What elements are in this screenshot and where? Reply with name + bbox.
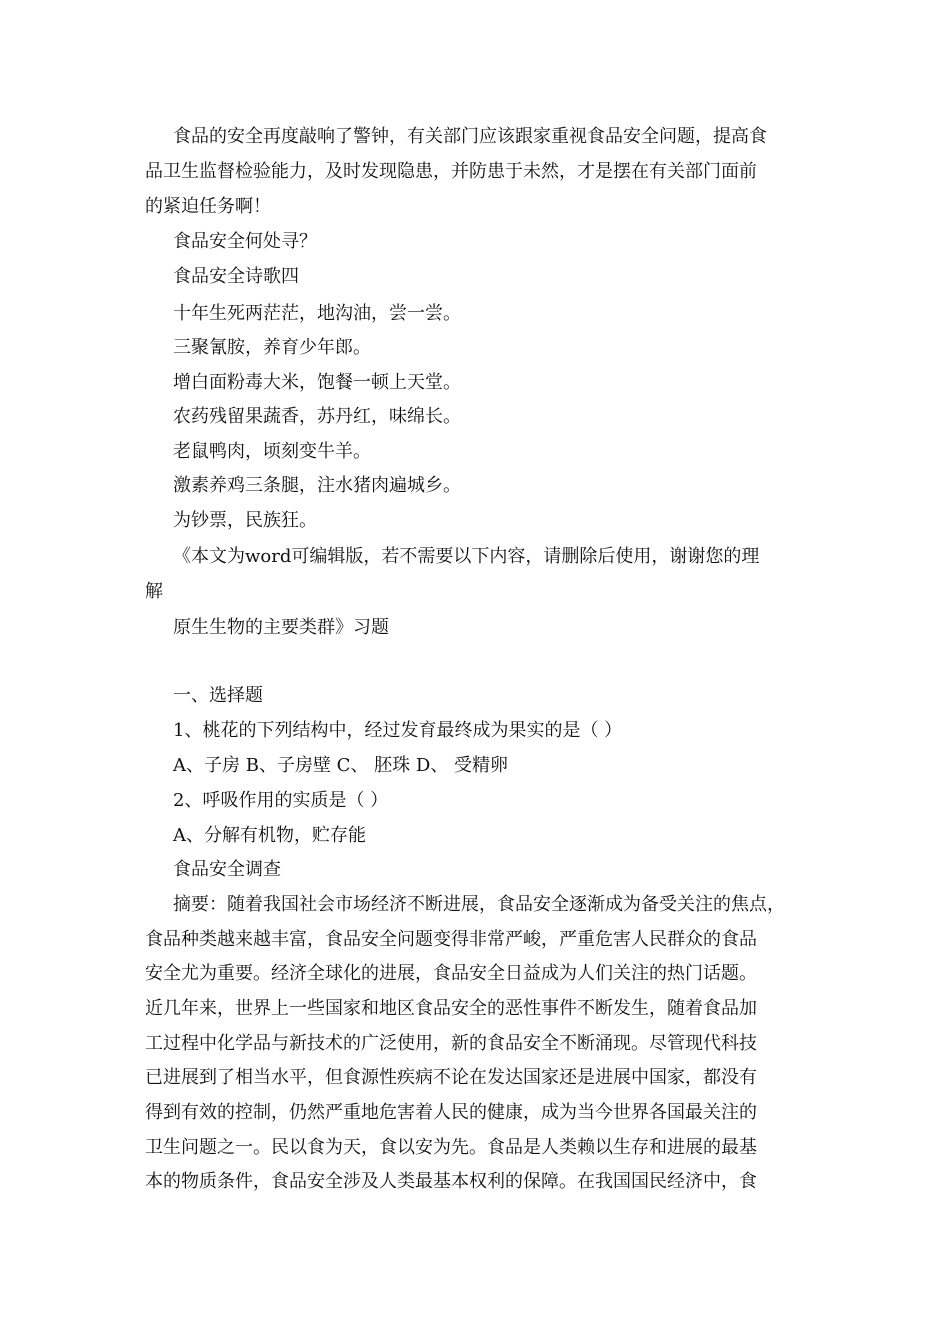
text-line: 工过程中化学品与新技术的广泛使用，新的食品安全不断涌现。尽管现代科技 — [145, 1033, 757, 1054]
text-line: 农药残留果蔬香，苏丹红，味绵长。 — [173, 406, 461, 427]
text-line: 十年生死两茫茫，地沟油，尝一尝。 — [173, 303, 461, 324]
question-text: 2、呼吸作用的实质是（ ） — [173, 790, 389, 811]
text-line: 食品安全诗歌四 — [173, 266, 299, 287]
text-line: 食品安全何处寻？ — [173, 231, 317, 252]
text-line: 食品种类越来越丰富，食品安全问题变得非常严峻，严重危害人民群众的食品 — [145, 929, 757, 950]
text-line: 的紧迫任务啊！ — [145, 196, 271, 217]
question-options: A、分解有机物，贮存能 — [173, 825, 366, 846]
section-heading: 食品安全调查 — [173, 859, 281, 880]
text-line: 已进展到了相当水平，但食源性疾病不论在发达国家还是进展中国家，都没有 — [145, 1067, 757, 1088]
question-options: A、子房 B、子房壁 C、 胚珠 D、 受精卵 — [173, 755, 509, 776]
text-line: 老鼠鸭肉，顷刻变牛羊。 — [173, 441, 371, 462]
text-line: 本的物质条件，食品安全涉及人类最基本权利的保障。在我国国民经济中，食 — [145, 1171, 757, 1192]
text-line: 解 — [145, 581, 163, 602]
text-line: 摘要：随着我国社会市场经济不断进展，食品安全逐渐成为备受关注的焦点， — [173, 894, 785, 915]
text-line: 食品的安全再度敲响了警钟，有关部门应该跟家重视食品安全问题，提高食 — [173, 126, 767, 147]
text-line: 《本文为word可编辑版，若不需要以下内容，请删除后使用，谢谢您的理 — [173, 546, 760, 567]
question-text: 1、桃花的下列结构中，经过发育最终成为果实的是（ ） — [173, 720, 623, 741]
text-line: 品卫生监督检验能力，及时发现隐患，并防患于未然，才是摆在有关部门面前 — [145, 161, 757, 182]
text-line: 激素养鸡三条腿，注水猪肉遍城乡。 — [173, 475, 461, 496]
text-line: 安全尤为重要。经济全球化的进展，食品安全日益成为人们关注的热门话题。 — [145, 963, 757, 984]
text-line: 卫生问题之一。民以食为天，食以安为先。食品是人类赖以生存和进展的最基 — [145, 1137, 757, 1158]
section-heading: 一、选择题 — [173, 685, 263, 706]
text-line: 得到有效的控制，仍然严重地危害着人民的健康，成为当今世界各国最关注的 — [145, 1102, 757, 1123]
text-line: 近几年来，世界上一些国家和地区食品安全的恶性事件不断发生，随着食品加 — [145, 998, 757, 1019]
text-line: 为钞票，民族狂。 — [173, 510, 317, 531]
text-line: 增白面粉毒大米，饱餐一顿上天堂。 — [173, 372, 461, 393]
text-line: 原生生物的主要类群》习题 — [173, 617, 389, 638]
text-line: 三聚氰胺，养育少年郎。 — [173, 337, 371, 358]
